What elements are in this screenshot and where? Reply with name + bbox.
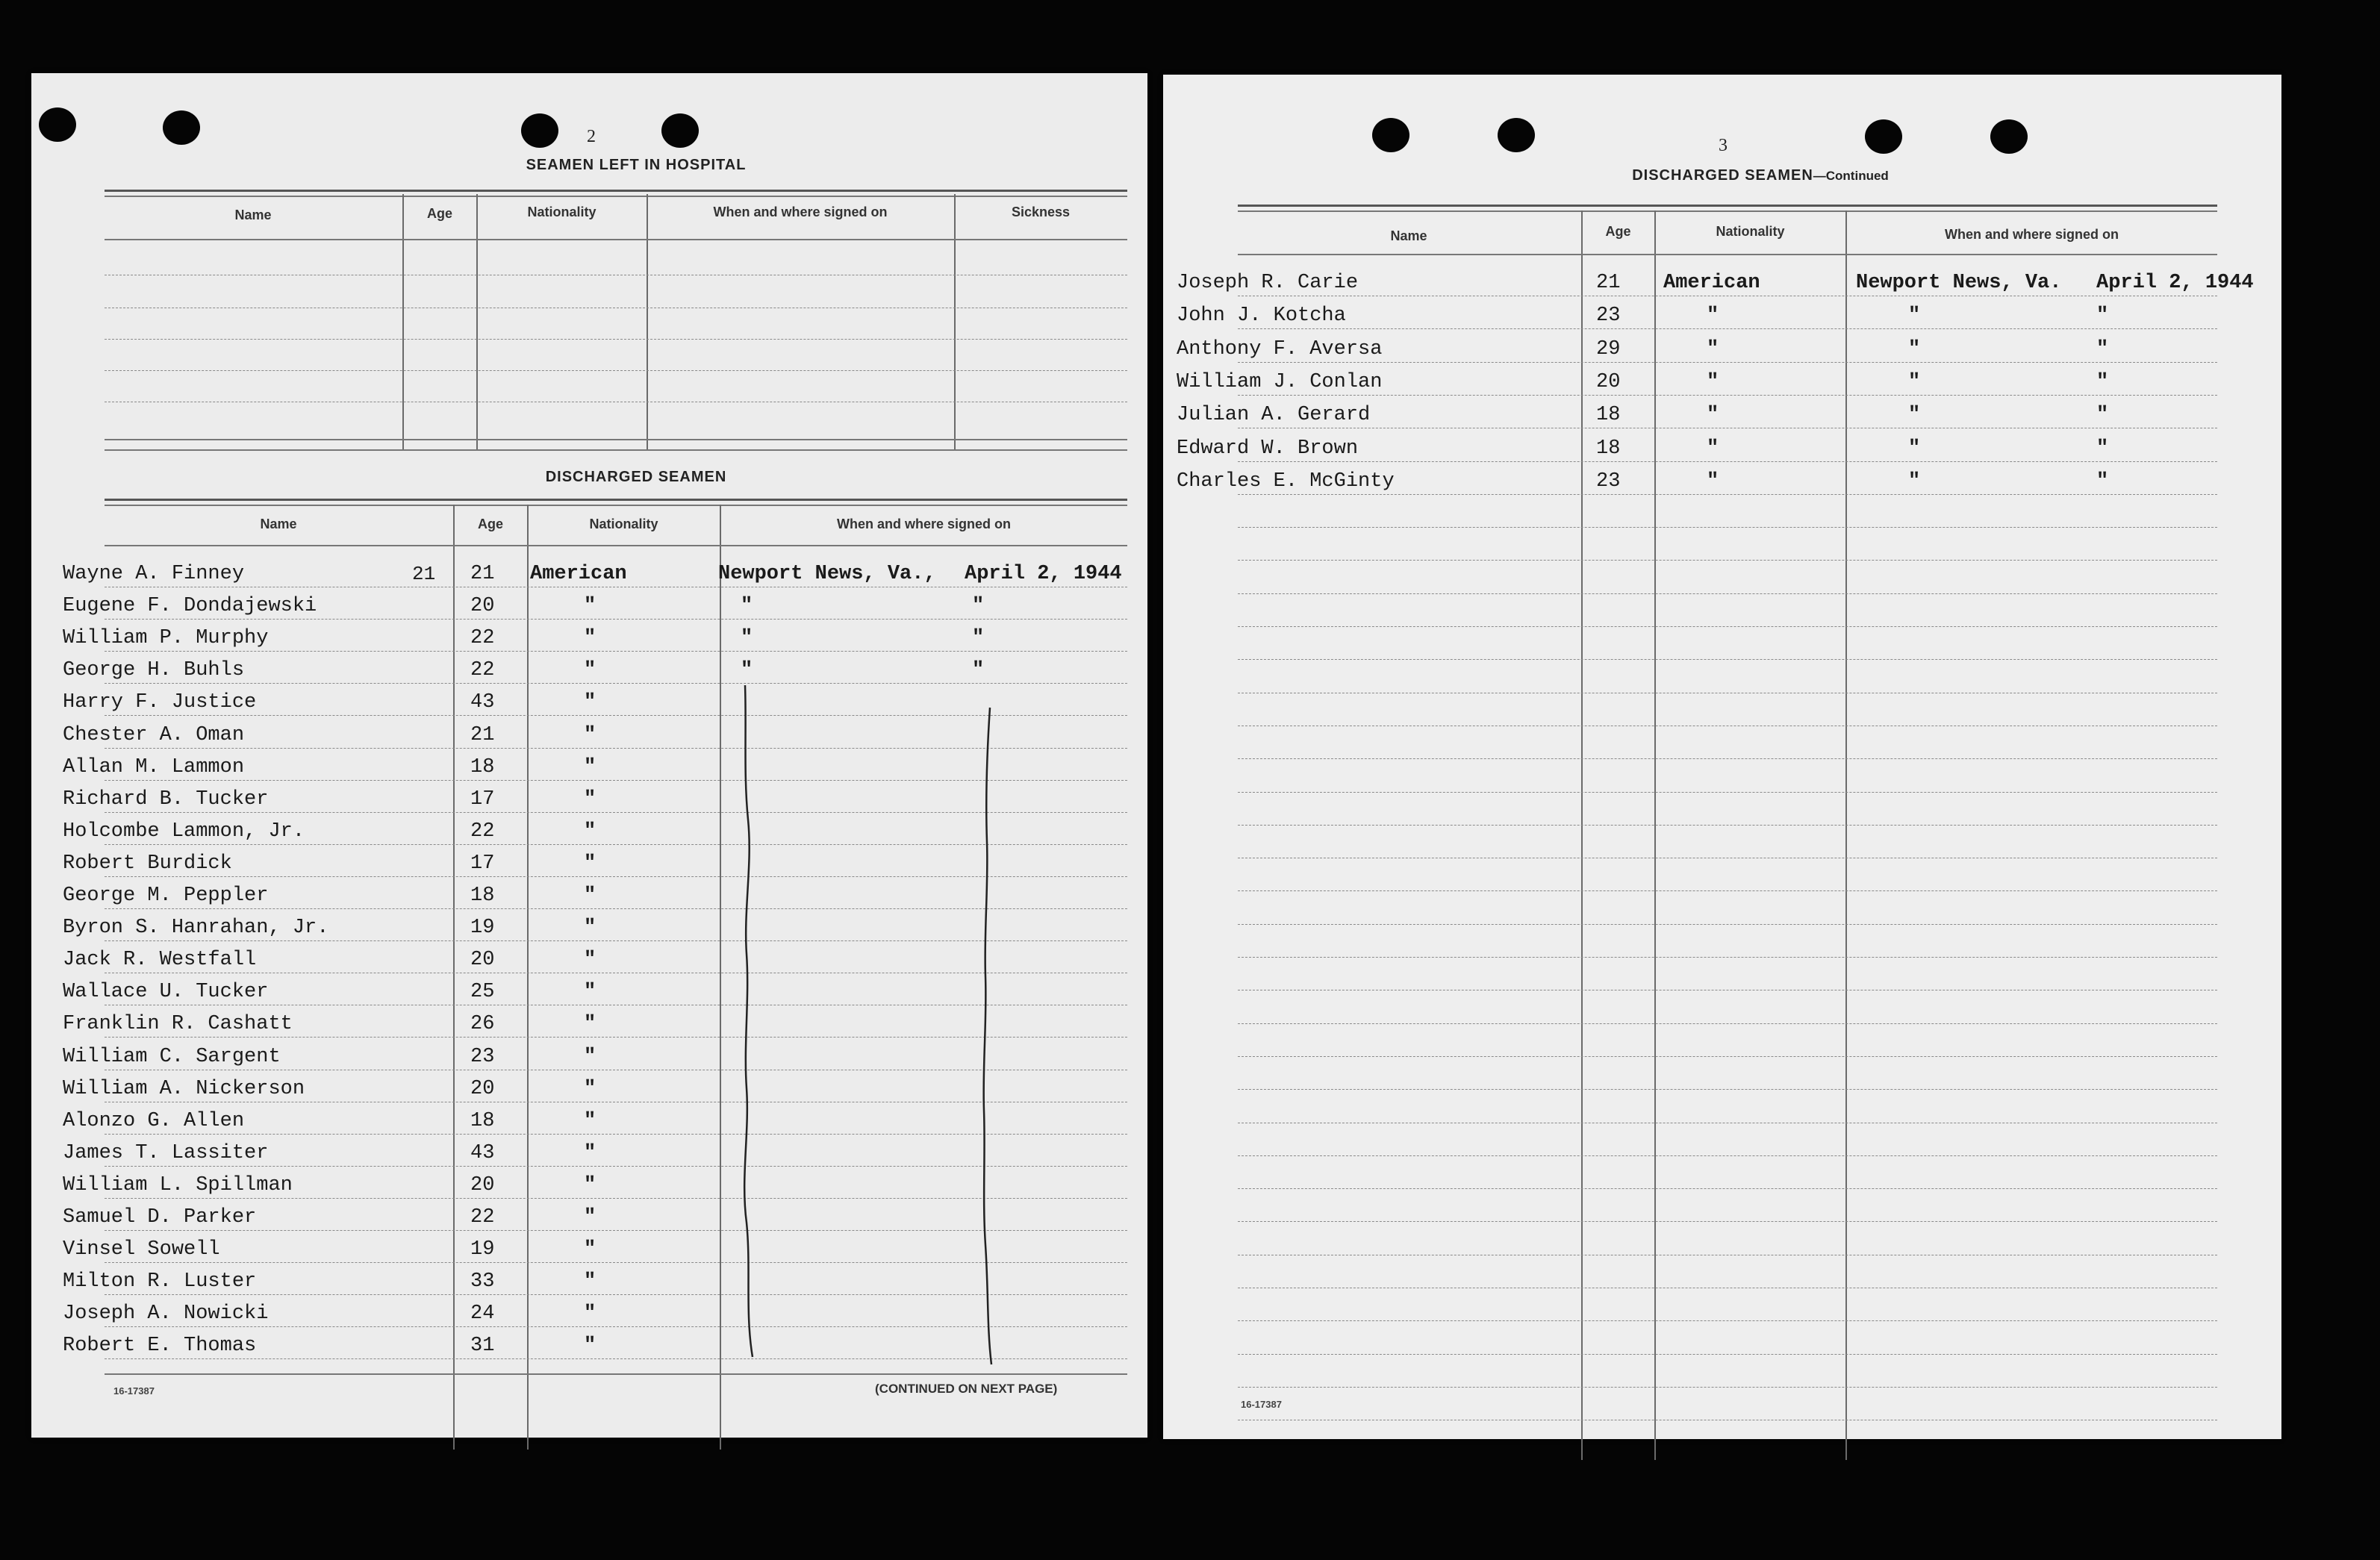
seaman-nationality: " — [584, 884, 596, 907]
seaman-name: Wayne A. Finney — [63, 563, 245, 585]
seaman-nationality: " — [584, 981, 596, 1004]
rule — [105, 190, 1127, 192]
row-rule — [1238, 957, 2217, 958]
row-rule — [1238, 362, 2217, 363]
hospital-section-title: SEAMEN LEFT IN HOSPITAL — [526, 157, 747, 173]
seaman-age: 29 — [1596, 337, 1621, 361]
signed-on-date: " — [2096, 305, 2109, 328]
seaman-age: 24 — [470, 1302, 495, 1326]
signed-on-place: " — [741, 659, 753, 682]
row-rule — [1238, 328, 2217, 329]
seaman-name: Charles E. McGinty — [1177, 469, 1395, 493]
seaman-nationality: " — [584, 1109, 596, 1132]
seaman-nationality: " — [584, 1013, 596, 1036]
column-divider — [527, 505, 529, 1450]
column-header-age: Age — [477, 517, 503, 531]
seaman-age: 23 — [1596, 469, 1621, 493]
signed-on-date: " — [2096, 337, 2109, 361]
rule — [105, 439, 1127, 440]
signed-on-place: " — [1908, 305, 1921, 328]
seaman-age: 17 — [470, 852, 495, 875]
seaman-age: 18 — [1596, 437, 1621, 460]
seaman-age: 33 — [470, 1270, 495, 1294]
seaman-age: 25 — [470, 981, 495, 1004]
column-divider — [1654, 210, 1656, 1460]
column-header-sickness: Sickness — [1011, 205, 1071, 219]
row-rule — [1238, 1155, 2217, 1156]
column-header-signed-on: When and where signed on — [1944, 227, 2119, 242]
seaman-nationality: " — [584, 1141, 596, 1164]
seaman-name: Robert Burdick — [63, 852, 232, 875]
seaman-age: 26 — [470, 1013, 495, 1036]
seaman-nationality: " — [584, 1238, 596, 1261]
row-rule — [1238, 1023, 2217, 1024]
seaman-age: 20 — [470, 949, 495, 972]
binder-hole — [1498, 118, 1535, 152]
seaman-nationality: " — [584, 1270, 596, 1294]
column-divider — [954, 194, 956, 451]
seaman-name: Holcombe Lammon, Jr. — [63, 820, 305, 843]
seaman-nationality: " — [584, 917, 596, 940]
row-rule — [1238, 792, 2217, 793]
seaman-nationality: " — [1707, 404, 1719, 427]
signed-on-date: " — [2096, 404, 2109, 427]
rule — [105, 196, 1127, 197]
seaman-name: Wallace U. Tucker — [63, 981, 269, 1004]
seaman-name: Eugene F. Dondajewski — [63, 595, 317, 618]
seaman-age: 18 — [1596, 404, 1621, 427]
seaman-age: 18 — [470, 884, 495, 907]
seaman-nationality: " — [584, 1173, 596, 1196]
binder-hole — [163, 110, 200, 145]
seaman-name: Julian A. Gerard — [1177, 404, 1371, 427]
rule — [1238, 205, 2217, 207]
seaman-name: Harry F. Justice — [63, 691, 257, 714]
seaman-nationality: " — [1707, 437, 1719, 460]
seaman-name: Alonzo G. Allen — [63, 1109, 245, 1132]
seaman-nationality: " — [584, 852, 596, 875]
seaman-age: 18 — [470, 1109, 495, 1132]
seaman-nationality: " — [1707, 337, 1719, 361]
row-rule — [1238, 1354, 2217, 1355]
row-rule — [1238, 659, 2217, 660]
row-rule — [1238, 1089, 2217, 1090]
column-header-name: Name — [1390, 228, 1427, 243]
seaman-name: William A. Nickerson — [63, 1077, 305, 1100]
row-rule — [1238, 758, 2217, 759]
seaman-name: Joseph A. Nowicki — [63, 1302, 269, 1326]
seaman-nationality: " — [584, 627, 596, 650]
seaman-nationality: " — [584, 949, 596, 972]
seaman-name: William P. Murphy — [63, 627, 269, 650]
row-rule — [1238, 395, 2217, 396]
signed-on-date: " — [972, 659, 985, 682]
row-rule — [105, 370, 1127, 371]
seaman-age: 20 — [1596, 370, 1621, 393]
column-header-name: Name — [234, 208, 272, 222]
signed-on-place: Newport News, Va., — [718, 563, 936, 585]
seaman-nationality: American — [530, 563, 627, 585]
left-page — [31, 73, 1147, 1438]
row-rule — [1238, 461, 2217, 462]
seaman-age: 17 — [470, 787, 495, 811]
seaman-name: Milton R. Luster — [63, 1270, 257, 1294]
signed-on-date: " — [2096, 469, 2109, 493]
rule — [105, 505, 1127, 506]
column-header-nationality: Nationality — [589, 517, 658, 531]
seaman-nationality: " — [584, 1045, 596, 1068]
binder-hole — [1990, 119, 2028, 154]
page-number: 2 — [587, 127, 596, 146]
signed-on-place: " — [1908, 469, 1921, 493]
seaman-name: Robert E. Thomas — [63, 1335, 257, 1358]
form-number: 16-17387 — [1241, 1399, 1282, 1410]
column-header-age: Age — [1605, 224, 1631, 239]
row-rule — [1238, 825, 2217, 826]
seaman-name: Byron S. Hanrahan, Jr. — [63, 917, 329, 940]
signed-on-place: " — [741, 627, 753, 650]
seaman-name: James T. Lassiter — [63, 1141, 269, 1164]
row-rule — [1238, 494, 2217, 495]
seaman-age: 21 — [1596, 272, 1621, 294]
signed-on-date: " — [2096, 370, 2109, 393]
column-divider — [1581, 210, 1583, 1460]
seaman-nationality: " — [1707, 469, 1719, 493]
signed-on-date: " — [2096, 437, 2109, 460]
column-divider — [647, 194, 648, 451]
seaman-name: William L. Spillman — [63, 1173, 293, 1196]
seaman-name: Richard B. Tucker — [63, 787, 269, 811]
seaman-age: 22 — [470, 659, 495, 682]
seaman-name: George M. Peppler — [63, 884, 269, 907]
row-rule — [1238, 560, 2217, 561]
row-rule — [1238, 1188, 2217, 1189]
row-rule — [1238, 1056, 2217, 1057]
section-title-suffix: —Continued — [1813, 169, 1889, 183]
binder-hole — [1865, 119, 1902, 154]
seaman-name: Allan M. Lammon — [63, 755, 245, 779]
rule — [105, 499, 1127, 501]
seaman-nationality: " — [584, 595, 596, 618]
right-page — [1163, 75, 2281, 1439]
seaman-age: 22 — [470, 1206, 495, 1229]
row-rule — [105, 339, 1127, 340]
form-number: 16-17387 — [113, 1385, 155, 1397]
seaman-name: Chester A. Oman — [63, 723, 245, 746]
seaman-age: 21 — [470, 563, 495, 585]
column-divider — [1845, 210, 1847, 1460]
signed-on-date: " — [972, 595, 985, 618]
discharged-section-title: DISCHARGED SEAMEN — [545, 469, 727, 485]
column-header-age: Age — [426, 206, 452, 221]
signed-on-date: April 2, 1944 — [2096, 272, 2254, 294]
rule — [105, 449, 1127, 451]
column-divider — [476, 194, 478, 451]
row-rule — [105, 651, 1127, 652]
seaman-nationality: " — [584, 787, 596, 811]
row-rule — [1238, 924, 2217, 925]
row-rule — [105, 683, 1127, 684]
seaman-age: 19 — [470, 917, 495, 940]
seaman-name: George H. Buhls — [63, 659, 245, 682]
seaman-name: Samuel D. Parker — [63, 1206, 257, 1229]
seaman-age: 18 — [470, 755, 495, 779]
row-rule — [1238, 527, 2217, 528]
seaman-name: William C. Sargent — [63, 1045, 281, 1068]
section-title — [1499, 167, 2022, 184]
column-header-nationality: Nationality — [1716, 224, 1785, 239]
seaman-nationality: " — [584, 1335, 596, 1358]
seaman-age: 20 — [470, 1173, 495, 1196]
seaman-age: 43 — [470, 1141, 495, 1164]
column-header-signed-on: When and where signed on — [713, 205, 888, 219]
binder-hole — [521, 113, 558, 148]
column-header-nationality: Nationality — [527, 205, 596, 219]
seaman-age: 23 — [470, 1045, 495, 1068]
signed-on-date: " — [972, 627, 985, 650]
column-divider — [402, 194, 404, 451]
row-rule — [1238, 890, 2217, 891]
binder-hole — [1372, 118, 1409, 152]
signed-on-place: " — [741, 595, 753, 618]
seaman-age: 31 — [470, 1335, 495, 1358]
seaman-nationality: " — [584, 1206, 596, 1229]
seaman-age: 20 — [470, 1077, 495, 1100]
rule — [1238, 210, 2217, 212]
signed-on-date: April 2, 1944 — [965, 563, 1122, 585]
seaman-name: Anthony F. Aversa — [1177, 337, 1383, 361]
margin-note: 21 — [412, 563, 436, 585]
ditto-line — [972, 708, 1002, 1364]
binder-hole — [661, 113, 699, 148]
seaman-age: 20 — [470, 595, 495, 618]
seaman-nationality: " — [584, 691, 596, 714]
ditto-line — [733, 685, 763, 1357]
seaman-nationality: American — [1663, 272, 1760, 294]
seaman-nationality: " — [1707, 370, 1719, 393]
row-rule — [1238, 1320, 2217, 1321]
seaman-name: Edward W. Brown — [1177, 437, 1359, 460]
row-rule — [1238, 1221, 2217, 1222]
signed-on-place: " — [1908, 437, 1921, 460]
column-header-signed-on: When and where signed on — [836, 517, 1011, 531]
signed-on-place: Newport News, Va. — [1856, 272, 2062, 294]
section-title-text: DISCHARGED SEAMEN — [1632, 167, 1813, 184]
seaman-age: 22 — [470, 820, 495, 843]
seaman-nationality: " — [1707, 305, 1719, 328]
row-rule — [1238, 626, 2217, 627]
row-rule — [1238, 1387, 2217, 1388]
seaman-name: William J. Conlan — [1177, 370, 1383, 393]
seaman-name: Franklin R. Cashatt — [63, 1013, 293, 1036]
seaman-name: Jack R. Westfall — [63, 949, 257, 972]
seaman-age: 23 — [1596, 305, 1621, 328]
header-rule — [105, 545, 1127, 546]
seaman-name: John J. Kotcha — [1177, 305, 1346, 328]
seaman-nationality: " — [584, 723, 596, 746]
column-header-name: Name — [260, 517, 297, 531]
page-number: 3 — [1719, 136, 1728, 155]
row-rule — [105, 619, 1127, 620]
seaman-name: Joseph R. Carie — [1177, 272, 1359, 294]
seaman-nationality: " — [584, 1302, 596, 1326]
seaman-age: 19 — [470, 1238, 495, 1261]
rule — [105, 1373, 1127, 1375]
row-rule — [1238, 593, 2217, 594]
seaman-nationality: " — [584, 659, 596, 682]
seaman-age: 22 — [470, 627, 495, 650]
signed-on-place: " — [1908, 370, 1921, 393]
continued-note: (CONTINUED ON NEXT PAGE) — [875, 1382, 1058, 1396]
seaman-nationality: " — [584, 820, 596, 843]
seaman-age: 43 — [470, 691, 495, 714]
column-divider — [720, 505, 721, 1450]
column-divider — [453, 505, 455, 1450]
seaman-age: 21 — [470, 723, 495, 746]
seaman-nationality: " — [584, 1077, 596, 1100]
binder-hole — [39, 107, 76, 142]
signed-on-place: " — [1908, 337, 1921, 361]
seaman-nationality: " — [584, 755, 596, 779]
seaman-name: Vinsel Sowell — [63, 1238, 220, 1261]
header-rule — [105, 239, 1127, 240]
header-rule — [1238, 254, 2217, 255]
signed-on-place: " — [1908, 404, 1921, 427]
